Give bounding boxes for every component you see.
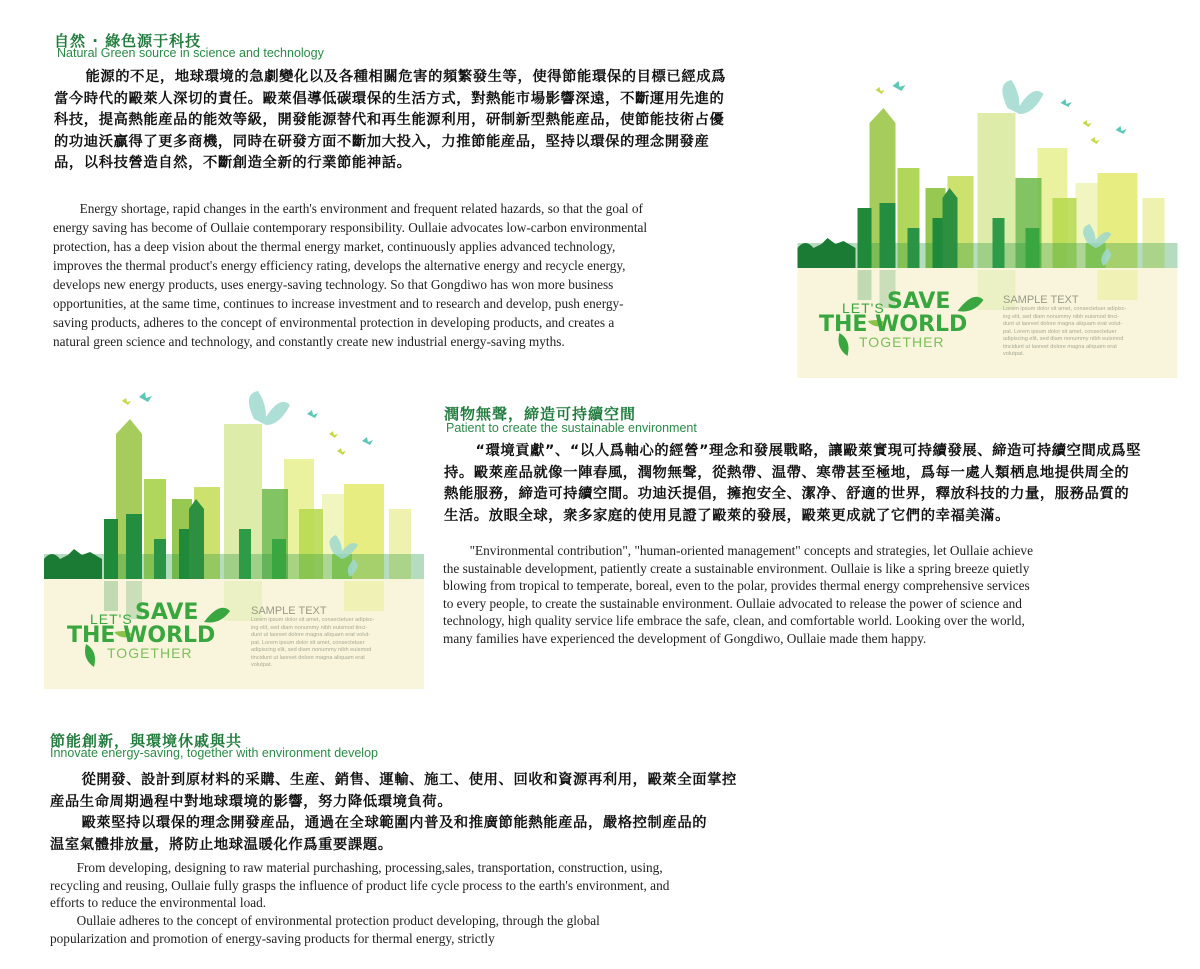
sample-line: volutpat.: [1003, 351, 1025, 357]
section2-title-cn: 潤物無聲，締造可持續空間: [444, 405, 637, 423]
section1-body-en: Energy shortage, rapid changes in the earth's environment and frequent related hazards, so that the goal of energy saving has become of Oullaie contemporary responsibility. Oullaie advocates low-carbon environmental protection, has a deep vision about the thermal energy market, continuously applies advanced technology, improves the thermal product's energy efficiency rating, develops the alternative energy and recycle energy, develops new energy products, uses energy-saving technology. So that Gongdiwo has won more business opportunities, at the same time, continues to increase investment and to research and develop, push energy-saving products, adheres to the concept of environmental protection in developing products, and creates a natural green science and technology, and constantly create new industrial energy-saving myths.: [53, 201, 648, 349]
banner-together: TOGETHER: [107, 645, 193, 661]
section1-title-cn: 自然 · 綠色源于科技: [54, 32, 202, 50]
sample-line: tincidunt ut laoreet dolore magna aliquam erat: [1003, 343, 1117, 350]
sample-line: Lorem ipsum dolor sit amet, consectetuer adipisc-: [1003, 306, 1127, 312]
banner-save: SAVE: [887, 289, 951, 314]
sample-line: adipiscing elit, sed diam nonummy nibh euismod: [251, 647, 372, 653]
sample-line: pat. Lorem ipsum dolor sit amet, consectetuer: [251, 639, 365, 646]
section2-title-en: Patient to create the sustainable environment: [446, 421, 697, 435]
banner-sample-text: [1003, 306, 1153, 359]
banner-lets: LET'S: [90, 611, 133, 627]
section3-body-cn-1: 從開發、設計到原材料的采購、生産、銷售、運輸、施工、使用、回收和資源再利用，毆萊全面掌控産品生命周期過程中對地球環境的影響，努力降低環境負荷。: [50, 772, 737, 810]
section2-body-en: "Environmental contribution", "human-oriented management" concepts and strategies, let Oullaie achieve the sustainable development, patiently create a sustainable environment. Oullaie is like a spring breeze quietly blowing from tropical to temperate, boreal, even to the polar, provides thermal energy comprehensive services to every people, to create the sustainable environment. Oullaie advocated to release the power of science and technology, high quality service life embrace the safe, clean, and comfortable world. Looking over the world, many families have experienced the development of Gongdiwo, Oullaie made them happy.: [443, 543, 1033, 646]
save-the-world-banner: [795, 78, 1180, 378]
sample-line: adipiscing elit, sed diam nonummy nibh euismod: [1003, 336, 1124, 342]
sample-line: Lorem ipsum dolor sit amet, consectetuer adipisc-: [251, 617, 375, 623]
banner-sample-text: [251, 617, 401, 670]
section3-body-en-2: Oullaie adheres to the concept of environmental protection product developing, through the global popularization and promotion of energy-saving products for thermal energy, strictly: [50, 913, 600, 946]
sample-line: dunt ut laoreet dolore magna aliquam erat volut-: [1003, 321, 1123, 327]
section1-body-cn: 能源的不足，地球環境的急劇變化以及各種相關危害的頻繁發生等，使得節能環保的目標已經成爲當今時代的毆萊人深切的責任。毆萊倡導低碳環保的生活方式，對熱能市場影響深遠，不斷運用先進的科技，提高熱能産品的能效等級，開發能源替代和再生能源利用，研制新型熱能産品，使節能技術占優的功迪沃贏得了更多商機，同時在研發方面不斷加大投入，力推節能産品，堅持以環保的理念開發産品，以科技營造自然，不斷創造全新的行業節能神話。: [54, 69, 727, 171]
banner-together: TOGETHER: [859, 334, 945, 350]
banner-the-world: THE WORLD: [819, 312, 968, 337]
sample-line: tincidunt ut laoreet dolore magna aliquam erat: [251, 654, 365, 661]
section3-body-cn-2: 毆萊堅持以環保的理念開發産品，通過在全球範圍内普及和推廣節能熱能産品，嚴格控制産品的温室氣體排放量，將防止地球温暖化作爲重要課題。: [50, 815, 708, 853]
sample-line: dunt ut laoreet dolore magna aliquam erat volut-: [251, 632, 371, 638]
section1-title-en: Natural Green source in science and technology: [57, 46, 324, 60]
sample-line: volutpat.: [251, 662, 273, 668]
sample-line: pat. Lorem ipsum dolor sit amet, consectetuer: [1003, 328, 1117, 335]
banner-sample-title: SAMPLE TEXT: [251, 605, 327, 617]
section3-title-cn: 節能創新，與環境休戚與共: [50, 732, 243, 750]
save-the-world-banner: [43, 389, 425, 689]
banner-sample-title: SAMPLE TEXT: [1003, 294, 1079, 306]
banner-the-world: THE WORLD: [67, 623, 216, 648]
sample-line: ing elit, sed diam nonummy nibh euismod tinci-: [1003, 313, 1120, 320]
section2-body-cn: “環境貢獻”、“以人爲軸心的經營”理念和發展戰略，讓毆萊實現可持續發展、締造可持續空間成爲堅持。毆萊産品就像一陣春風，潤物無聲，從熱帶、温帶、寒帶甚至極地，爲每一處人類栖息地提供周全的熱能服務，締造可持續空間。功迪沃提倡，擁抱安全、潔净、舒適的世界，釋放科技的力量，服務品質的生活。放眼全球，衆多家庭的使用見證了毆萊的發展，毆萊更成就了它們的幸福美滿。: [444, 443, 1142, 524]
banner-lets: LET'S: [842, 300, 885, 316]
sample-line: ing elit, sed diam nonummy nibh euismod tinci-: [251, 624, 368, 631]
section3-body-en-1: From developing, designing to raw material purchashing, processing,sales, transportation, construction, using, recycling and reusing, Oullaie fully grasps the influence of product life cycle process to the earth's environment, and efforts to reduce the environmental load.: [50, 860, 670, 910]
section3-title-en: Innovate energy-saving, together with environment develop: [50, 746, 378, 760]
banner-save: SAVE: [135, 600, 199, 625]
